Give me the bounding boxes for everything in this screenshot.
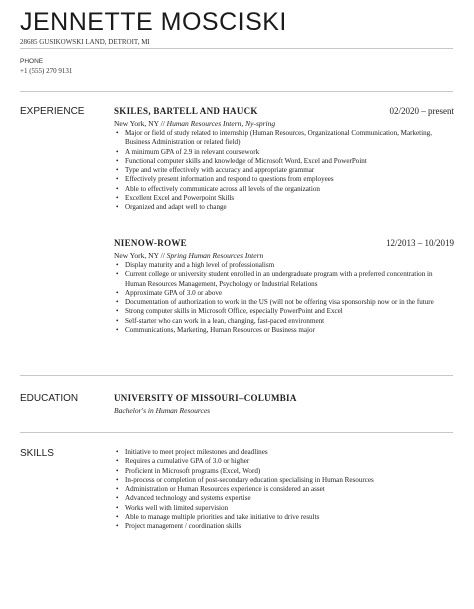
- job-entry: [114, 238, 454, 335]
- list-item: • Administration or Human Resources experience is considered an asset: [114, 485, 454, 494]
- list-item: • Approximate GPA of 3.0 or above: [114, 289, 454, 298]
- list-item: • In-process or completion of post-secondary education specialising in Human Resources: [114, 476, 454, 485]
- school-name: UNIVERSITY OF MISSOURI–COLUMBIA: [114, 393, 297, 403]
- divider: [20, 432, 453, 433]
- list-item: • Project management / coordination skills: [114, 522, 454, 531]
- job-location: New York, NY: [114, 119, 159, 128]
- list-item: • Display maturity and a high level of professionalism: [114, 261, 454, 270]
- job-bullets: [114, 129, 454, 213]
- list-item: • Strong computer skills in Microsoft Office, especially PowerPoint and Excel: [114, 307, 454, 316]
- education-entry: [114, 393, 454, 416]
- job-subtitle: [114, 119, 454, 129]
- job-location: New York, NY: [114, 251, 159, 260]
- list-item: • Works well with limited supervision: [114, 504, 454, 513]
- skills-heading: SKILLS: [20, 448, 54, 459]
- list-item: • Major or field of study related to internship (Human Resources, Organizational Communication, Marketing, Business Administration or related field): [114, 129, 454, 148]
- job-dates: 12/2013 – 10/2019: [385, 238, 454, 248]
- separator: //: [158, 251, 167, 260]
- divider: [20, 375, 453, 376]
- degree: Bachelor's in Human Resources: [114, 406, 211, 415]
- address: 28685 GUSIKOWSKI LAND, DETROIT, MI: [20, 38, 150, 46]
- job-bullets: [114, 261, 454, 335]
- phone-number: +1 (555) 270 9131: [20, 67, 73, 75]
- list-item: • Advanced technology and systems expertise: [114, 494, 454, 503]
- separator: //: [158, 119, 167, 128]
- list-item: • Type and write effectively with accuracy and appropriate grammar: [114, 166, 454, 175]
- company-name: NIENOW-ROWE: [114, 238, 187, 248]
- list-item: • Able to manage multiple priorities and take initiative to drive results: [114, 513, 454, 522]
- phone-label: PHONE: [20, 58, 44, 65]
- list-item: • A minimum GPA of 2.9 in relevant coursework: [114, 148, 454, 157]
- list-item: • Requires a cumulative GPA of 3.0 or higher: [114, 457, 454, 466]
- list-item: • Able to effectively communicate across all levels of the organization: [114, 185, 454, 194]
- divider: [20, 91, 453, 92]
- list-item: • Proficient in Microsoft programs (Excel, Word): [114, 467, 454, 476]
- job-subtitle: [114, 251, 454, 261]
- education-heading: EDUCATION: [20, 393, 79, 404]
- list-item: • Effectively present information and respond to questions from employees: [114, 175, 454, 184]
- experience-heading: EXPERIENCE: [20, 106, 85, 117]
- company-name: SKILES, BARTELL AND HAUCK: [114, 106, 258, 116]
- list-item: • Current college or university student enrolled in an undergraduate program with a preferred concentration in Human Resources Management, Psychology or Industrial Relations: [114, 270, 454, 289]
- job-role: Human Resources Intern, Ny-spring: [166, 119, 276, 128]
- job-role: Spring Human Resources Intern: [166, 251, 264, 260]
- divider: [20, 48, 453, 49]
- list-item: • Organized and adapt well to change: [114, 203, 454, 212]
- skills-list: [114, 448, 454, 532]
- list-item: • Documentation of authorization to work in the US (will not be offering visa sponsorship now or in the future: [114, 298, 454, 307]
- candidate-name: JENNETTE MOSCISKI: [20, 8, 287, 36]
- list-item: • Self-starter who can work in a lean, changing, fast-paced environment: [114, 317, 454, 326]
- list-item: • Functional computer skills and knowledge of Microsoft Word, Excel and PowerPoint: [114, 157, 454, 166]
- list-item: • Initiative to meet project milestones and deadlines: [114, 448, 454, 457]
- job-dates: 02/2020 – present: [389, 106, 454, 116]
- list-item: • Excellent Excel and Powerpoint Skills: [114, 194, 454, 203]
- job-entry: [114, 106, 454, 213]
- list-item: • Communications, Marketing, Human Resources or Business major: [114, 326, 454, 335]
